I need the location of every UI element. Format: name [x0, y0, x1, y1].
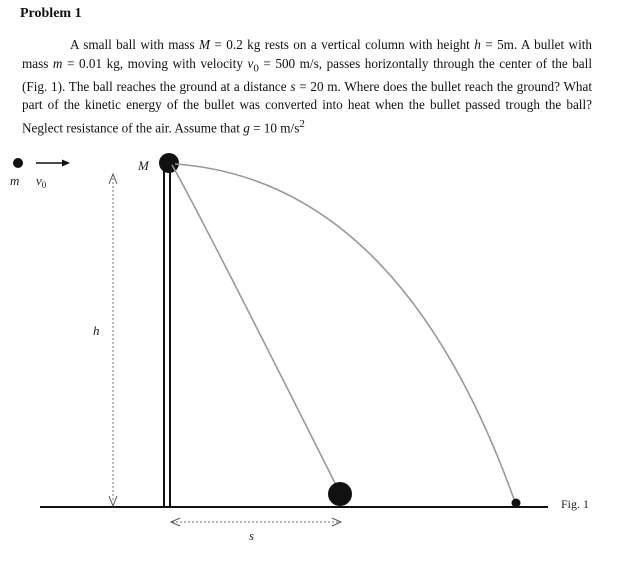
label-s: s	[249, 528, 255, 543]
text-segment: = 5m. A bullet with mass	[22, 37, 592, 71]
text-segment: = 0.01 kg, moving with velocity	[62, 55, 248, 71]
symbol-g: g	[243, 120, 250, 136]
bullet-dot	[13, 158, 23, 168]
bullet-landing	[512, 499, 521, 508]
ball-landing	[328, 482, 352, 506]
label-v0	[36, 173, 47, 190]
symbol-M: M	[198, 37, 210, 52]
label-m: m	[10, 173, 20, 188]
problem-title: Problem 1	[20, 6, 82, 21]
label-M: M	[138, 158, 149, 173]
figure-caption: Fig. 1	[561, 497, 590, 511]
symbol-h: h	[474, 37, 481, 52]
symbol-m: m	[52, 55, 63, 71]
height-arrow-bottom	[109, 496, 117, 506]
symbol-s: s	[290, 78, 296, 94]
symbol-v: v	[247, 55, 254, 71]
text-segment: = 10 m/s	[249, 120, 300, 136]
text-segment: = 500 m/s, passes horizontally through the center of the ball (Fig. 1). The ball reaches the ground at a distance	[22, 55, 592, 94]
ball-trajectory	[172, 165, 340, 493]
label-h: h	[93, 323, 100, 338]
text-segment: = 20 m. Where does the bullet reach the ground? What part of the kinetic energy of the bullet was converted into heat when the bullet passed trough the ball? Neglect resistance of the air. Assume that	[22, 78, 592, 136]
superscript-2: 2	[299, 117, 305, 130]
label-v: v	[36, 173, 42, 188]
bullet-trajectory	[175, 164, 515, 502]
velocity-arrow-head	[62, 160, 70, 167]
ball-M-top	[159, 153, 179, 173]
text-segment: A small ball with mass	[70, 37, 199, 52]
label-v-sub: 0	[41, 180, 47, 190]
subscript-0: 0	[253, 62, 259, 75]
text-segment: = 0.2 kg rests on a vertical column with height	[209, 37, 475, 52]
